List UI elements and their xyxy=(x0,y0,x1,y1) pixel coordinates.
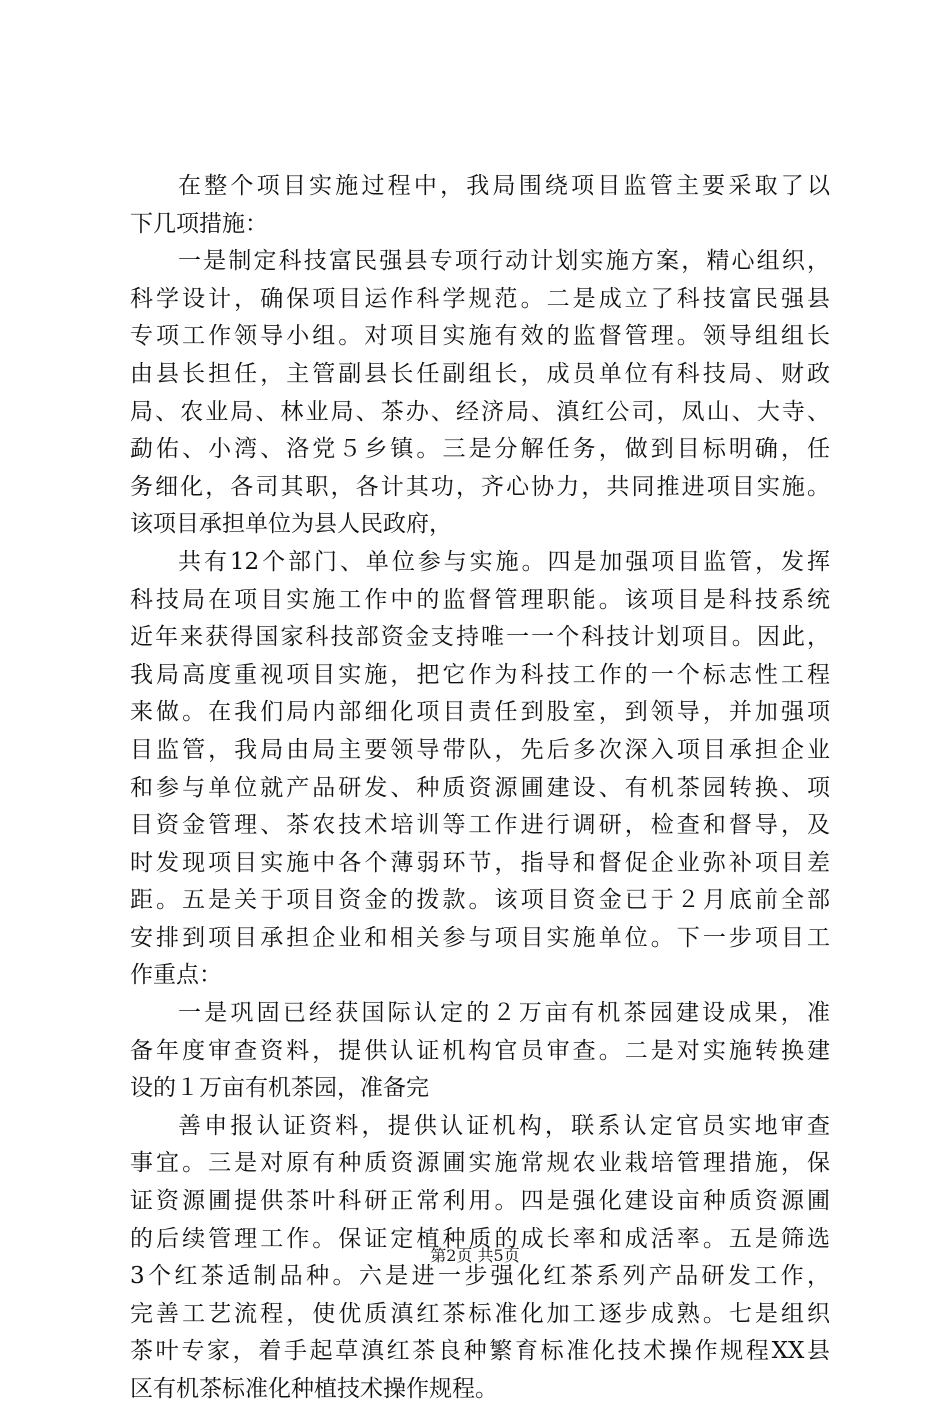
text-line: 近年来获得国家科技部资金支持唯一一个科技计划项目。因此， xyxy=(130,624,830,651)
text-line: 证资源圃提供茶叶科研正常利用。四是强化建设亩种质资源圃 xyxy=(130,1188,830,1215)
text-line: 安排到项目承担企业和相关参与项目实施单位。下一步项目工 xyxy=(130,924,830,951)
text-line: 一是巩固已经获国际认定的２万亩有机茶园建设成果，准 xyxy=(178,1000,830,1027)
text-line: 在整个项目实施过程中，我局围绕项目监管主要采取了以 xyxy=(178,173,830,199)
text-line: 务细化，各司其职，各计其功，齐心协力，共同推进项目实施。 xyxy=(130,473,830,500)
text-line: 作重点： xyxy=(130,962,222,989)
text-line: 目监管，我局由局主要领导带队，先后多次深入项目承担企业 xyxy=(130,736,830,763)
text-line: 备年度审查资料，提供认证机构官员审查。二是对实施转换建 xyxy=(130,1037,830,1064)
page-footer: 第2页 共5页 xyxy=(430,1246,520,1265)
text-line: 由县长担任，主管副县长任副组长，成员单位有科技局、财政 xyxy=(130,360,830,387)
text-line: 3个红茶适制品种。六是进一步强化红茶系列产品研发工作， xyxy=(130,1263,830,1290)
text-line: 完善工艺流程，使优质滇红茶标准化加工逐步成熟。七是组织 xyxy=(130,1300,830,1327)
text-line: 勐佑、小湾、洛党５乡镇。三是分解任务，做到目标明确，任 xyxy=(130,436,830,463)
text-line: 茶叶专家，着手起草滇红茶良种繁育标准化技术操作规程XX县 xyxy=(130,1338,830,1365)
text-line: 事宜。三是对原有种质资源圃实施常规农业栽培管理措施，保 xyxy=(130,1150,830,1177)
text-line: 的后续管理工作。保证定植种质的成长率和成活率。五是筛选 xyxy=(130,1225,830,1252)
text-line: 来做。在我们局内部细化项目责任到股室，到领导，并加强项 xyxy=(130,699,830,726)
text-line: 科学设计，确保项目运作科学规范。二是成立了科技富民强县 xyxy=(130,285,830,312)
text-line: 一是制定科技富民强县专项行动计划实施方案，精心组织， xyxy=(178,248,830,275)
text-line: 科技局在项目实施工作中的监督管理职能。该项目是科技系统 xyxy=(130,586,830,613)
text-line: 该项目承担单位为县人民政府， xyxy=(130,511,452,538)
text-line: 下几项措施： xyxy=(130,210,268,237)
text-line: 区有机茶标准化种植技术操作规程。 xyxy=(130,1376,498,1402)
text-line: 共有12个部门、单位参与实施。四是加强项目监管，发挥 xyxy=(178,548,830,575)
text-line: 距。五是关于项目资金的拨款。该项目资金已于２月底前全部 xyxy=(130,887,830,914)
text-line: 设的１万亩有机茶园，准备完 xyxy=(130,1075,429,1102)
text-line: 时发现项目实施中各个薄弱环节，指导和督促企业弥补项目差 xyxy=(130,849,830,876)
text-line: 善申报认证资料，提供认证机构，联系认定官员实地审查 xyxy=(178,1112,830,1139)
text-line: 和参与单位就产品研发、种质资源圃建设、有机茶园转换、项 xyxy=(130,774,830,801)
text-line: 局、农业局、林业局、茶办、经济局、滇红公司，凤山、大寺、 xyxy=(130,398,830,425)
document-body xyxy=(130,168,830,1409)
text-line: 我局高度重视项目实施，把它作为科技工作的一个标志性工程 xyxy=(130,661,830,688)
text-line: 目资金管理、茶农技术培训等工作进行调研，检查和督导，及 xyxy=(130,812,830,839)
text-line: 专项工作领导小组。对项目实施有效的监督管理。领导组组长 xyxy=(130,323,830,350)
